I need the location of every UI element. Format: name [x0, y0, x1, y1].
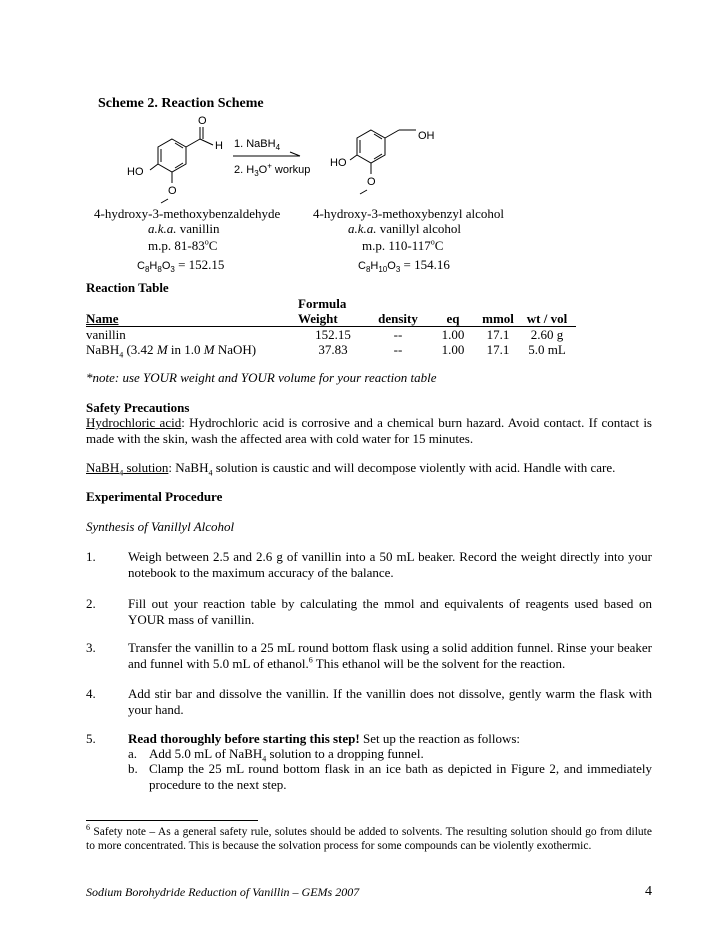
atom-o-aldehyde: O: [198, 115, 207, 127]
substep-a-text: Add 5.0 mL of NaBH$_4$ solution to a dropping funnel.: [149, 746, 424, 764]
header-eq: eq: [446, 311, 460, 326]
procedure-title: Experimental Procedure: [86, 489, 223, 504]
table-header-row-1: [86, 296, 576, 311]
vanillin-structure: [150, 127, 213, 203]
footer-title: Sodium Borohydride Reduction of Vanillin – GEMs 2007: [86, 885, 360, 899]
table-row: vanillin 152.15 -- 1.00 17.1 2.60 g: [86, 327, 564, 342]
reaction-scheme-diagram: [0, 108, 728, 208]
page-number: 4: [645, 884, 652, 899]
product-aka: a.k.a. vanillyl alcohol: [348, 221, 462, 236]
atom-o-methoxy-left: O: [168, 185, 177, 197]
reactant-name: 4-hydroxy-3-methoxybenzaldehyde: [94, 206, 281, 221]
reactant-mp: m.p. 81-83$^o$C: [148, 237, 218, 253]
reagent-1: 1. NaBH$_4$: [234, 138, 281, 153]
step-4-text: Add stir bar and dissolve the vanillin. If the vanillin does not dissolve, gently warm the flask with your hand.: [128, 686, 652, 717]
step-5-number: 5.: [86, 731, 96, 746]
substep-a-label: a.: [128, 746, 138, 761]
substep-b-label: b.: [128, 761, 138, 776]
header-wtvol: wt / vol: [526, 311, 568, 326]
header-weight: Weight: [298, 311, 338, 326]
header-formula: Formula: [298, 296, 347, 311]
safety-hcl: Hydrochloric acid: Hydrochloric acid is corrosive and a chemical burn hazard. Avoid contact. If contact is made with the skin, wash the affected area with cold water for 15 minutes.: [86, 415, 652, 446]
footnote: $^6$ Safety note – As a general safety rule, solutes should be added to solvents. The resulting solution should go from dilute to more concentrated. This is because the solvation process for some compounds can be violently exothermic.: [86, 823, 652, 852]
step-3-number: 3.: [86, 640, 96, 655]
substep-b-text: Clamp the 25 mL round bottom flask in an ice bath as depicted in Figure 2, and immediately procedure to the next step.: [149, 761, 652, 792]
step-1-text: Weigh between 2.5 and 2.6 g of vanillin into a 50 mL beaker. Record the weight directly into your notebook to the maximum accuracy of the balance.: [128, 549, 652, 580]
atom-ho-right: HO: [330, 157, 347, 169]
header-name: Name: [86, 311, 119, 326]
header-density: density: [378, 311, 418, 326]
atom-ho-left: HO: [127, 166, 144, 178]
safety-nabh4: NaBH$_4$ solution: NaBH$_4$ solution is caustic and will decompose violently with acid. Handle with care.: [86, 460, 616, 478]
table-header-row-2: [86, 311, 576, 327]
reaction-table: [86, 296, 576, 360]
scheme-title: Scheme 2. Reaction Scheme: [98, 96, 264, 111]
footnote-divider: [86, 820, 258, 821]
vanillyl-alcohol-structure: [350, 130, 416, 194]
reactant-formula: $C_8H_8O_3 = 152.15$: [137, 257, 225, 275]
table-note: *note: use YOUR weight and YOUR volume for your reaction table: [86, 370, 437, 385]
product-name: 4-hydroxy-3-methoxybenzyl alcohol: [313, 206, 504, 221]
safety-title: Safety Precautions: [86, 400, 190, 415]
atom-oh-right: OH: [418, 130, 435, 142]
step-2-text: Fill out your reaction table by calculating the mmol and equivalents of reagents used based on YOUR mass of vanillin.: [128, 596, 652, 627]
reaction-arrow: [233, 152, 300, 156]
step-1-number: 1.: [86, 549, 96, 564]
header-mmol: mmol: [482, 311, 514, 326]
reagent-2: 2. $H_3O^+$ workup: [234, 161, 311, 179]
reaction-table-title: Reaction Table: [86, 280, 169, 295]
product-formula: $C_8H_{10}O_3 = 154.16$: [358, 257, 450, 275]
procedure-subtitle: Synthesis of Vanillyl Alcohol: [86, 519, 235, 534]
step-5-text: Read thoroughly before starting this step! Set up the reaction as follows:: [128, 731, 521, 746]
step-4-number: 4.: [86, 686, 96, 701]
atom-o-methoxy-right: O: [367, 176, 376, 188]
atom-h-aldehyde: H: [215, 140, 223, 152]
step-2-number: 2.: [86, 596, 96, 611]
reactant-aka: a.k.a. vanillin: [148, 221, 220, 236]
product-mp: m.p. 110-117$^o$C: [362, 237, 444, 253]
step-3-text: Transfer the vanillin to a 25 mL round bottom flask using a solid addition funnel. Rinse your beaker and funnel with 5.0 mL of ethanol.$^6$ This ethanol will be the solvent for the reaction.: [128, 640, 652, 671]
table-row: NaBH$_4$ (3.42 M in 1.0 M NaOH) 37.83 -- 1.00 17.1 5.0 mL: [86, 342, 566, 360]
